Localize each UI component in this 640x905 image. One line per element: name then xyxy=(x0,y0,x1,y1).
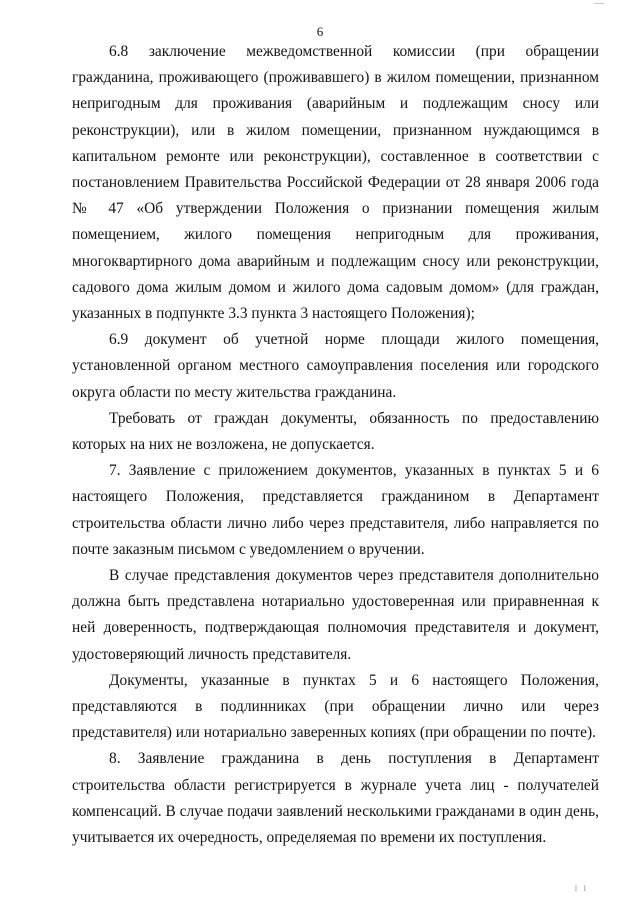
scan-edge-mark xyxy=(594,3,604,4)
footer-scan-mark: I I xyxy=(574,884,588,893)
paragraph-7-representative: В случае представления документов через представителя дополнительно должна быть представлена нотариально удостоверенная или приравненная к ней доверенность, подтверждающая полномочия представителя и документ, удостоверяющий личность представителя. xyxy=(72,567,599,663)
paragraph-requirement-note: Требовать от граждан документы, обязанность по предоставлению которых на них не возложена, не допускается. xyxy=(72,409,599,454)
paragraph-7-documents: Документы, указанные в пунктах 5 и 6 настоящего Положения, представляются в подлинниках (при обращении лично или через представителя) или нотариально заверенных копиях (при обращении по почте). xyxy=(72,671,599,742)
paragraph-8: 8. Заявление гражданина в день поступления в Департамент строительства области регистрируется в журнале учета лиц - получателей компенсаций. В случае подачи заявлений несколькими гражданами в один день, учитывается их очередность, определяемая по времени их поступления. xyxy=(72,750,599,847)
paragraph-6-8: 6.8 заключение межведомственной комиссии (при обращении гражданина, проживающего (проживавшего) в жилом помещении, признанном непригодным для проживания (аварийным и подлежащим сносу или реконструкции), или в жилом помещении, признанном нуждающимся в капитальном ремонте или реконструкции), составленное в соответствии с постановлением Правительства Российской Федерации от 28 января 2006 года № 47 «Об утверждении Положения о признании помещения жилым помещением, жилого помещения непригодным для проживания, многоквартирного дома аварийным и подлежащим сносу или реконструкции, садового дома жилым домом и жилого дома садовым домом» (для граждан, указанных в подпункте 3.3 пункта 3 настоящего Положения); xyxy=(72,43,599,323)
page-number: 6 xyxy=(316,24,324,39)
paragraph-7: 7. Заявление с приложением документов, указанных в пунктах 5 и 6 настоящего Положения, представляется гражданином в Департамент строительства области лично либо через представителя, либо направляется по почте заказным письмом с уведомлением о вручении. xyxy=(72,462,599,558)
document-body xyxy=(72,39,599,851)
paragraph-6-9: 6.9 документ об учетной норме площади жилого помещения, установленной органом местного самоуправления поселения или городского округа области по месту жительства гражданина. xyxy=(72,331,599,401)
